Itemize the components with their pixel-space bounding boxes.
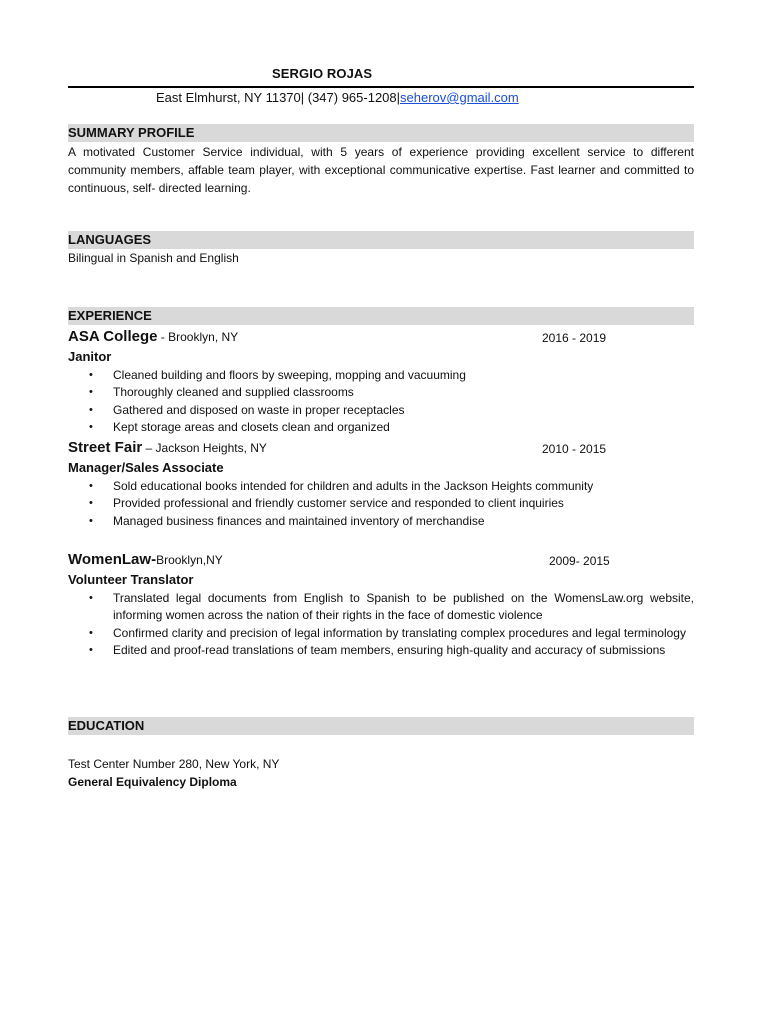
list-item: • Provided professional and friendly customer service and responded to client inquiries	[68, 495, 694, 512]
experience-heading: EXPERIENCE	[68, 307, 694, 325]
address-phone: East Elmhurst, NY 11370| (347) 965-1208|	[156, 90, 401, 105]
job-bullets	[68, 590, 694, 660]
bullet-icon: •	[89, 421, 93, 434]
header-divider	[68, 86, 694, 88]
bullet-icon: •	[89, 644, 93, 657]
job-role: Janitor	[68, 349, 112, 364]
list-item: • Kept storage areas and closets clean and organized	[68, 419, 694, 436]
school-name: Test Center Number 280, New York, NY	[68, 757, 280, 771]
job-dates: 2010 - 2015	[542, 442, 607, 456]
job-header	[68, 439, 694, 459]
languages-heading: LANGUAGES	[68, 231, 694, 249]
bullet-icon: •	[89, 480, 93, 492]
list-item: • Sold educational books intended for children and adults in the Jackson Heights community	[68, 478, 694, 495]
job-header	[68, 551, 694, 571]
bullet-icon: •	[89, 403, 93, 416]
list-item: • Thoroughly cleaned and supplied classrooms	[68, 384, 694, 401]
job-location: - Brooklyn, NY	[157, 330, 239, 344]
education-heading: EDUCATION	[68, 717, 694, 735]
job-header	[68, 328, 694, 348]
list-item: • Managed business finances and maintained inventory of merchandise	[68, 513, 694, 530]
job-bullets	[68, 478, 694, 530]
contact-line	[156, 90, 519, 105]
job-dates: 2016 - 2019	[542, 331, 607, 345]
job-location: Brooklyn,NY	[156, 553, 223, 567]
company-name: ASA College	[68, 328, 158, 345]
languages-text: Bilingual in Spanish and English	[68, 251, 239, 265]
summary-heading: SUMMARY PROFILE	[68, 124, 694, 142]
job-role: Volunteer Translator	[68, 572, 194, 587]
company-name: WomenLaw-	[68, 551, 157, 568]
summary-text: A motivated Customer Service individual, with 5 years of experience providing excellent service to different community members, affable team player, with exceptional communicative expertise. Fast learner and committed to continuous, self- directed learning.	[68, 145, 694, 195]
job-bullets	[68, 367, 694, 437]
email-link[interactable]: seherov@gmail.com	[400, 90, 519, 105]
list-item: • Confirmed clarity and precision of legal information by translating complex procedures and legal terminology	[68, 625, 694, 642]
bullet-icon: •	[89, 369, 93, 381]
job-dates: 2009- 2015	[549, 554, 610, 568]
list-item: • Cleaned building and floors by sweeping, mopping and vacuuming	[68, 367, 694, 384]
company-name: Street Fair	[68, 439, 143, 456]
degree-name: General Equivalency Diploma	[68, 775, 237, 789]
job-location: – Jackson Heights, NY	[142, 441, 267, 455]
bullet-icon: •	[89, 592, 93, 604]
list-item: • Edited and proof-read translations of team members, ensuring high-quality and accuracy of submissions	[68, 642, 694, 659]
list-item: • Translated legal documents from English to Spanish to be published on the WomensLaw.org website, informing women across the nation of their rights in the face of domestic violence	[89, 591, 694, 623]
bullet-icon: •	[89, 626, 93, 639]
bullet-icon: •	[89, 514, 93, 527]
bullet-icon: •	[89, 386, 93, 399]
bullet-icon: •	[89, 497, 93, 510]
job-role: Manager/Sales Associate	[68, 460, 224, 475]
list-item: • Gathered and disposed on waste in proper receptacles	[68, 402, 694, 419]
candidate-name: SERGIO ROJAS	[272, 66, 373, 81]
